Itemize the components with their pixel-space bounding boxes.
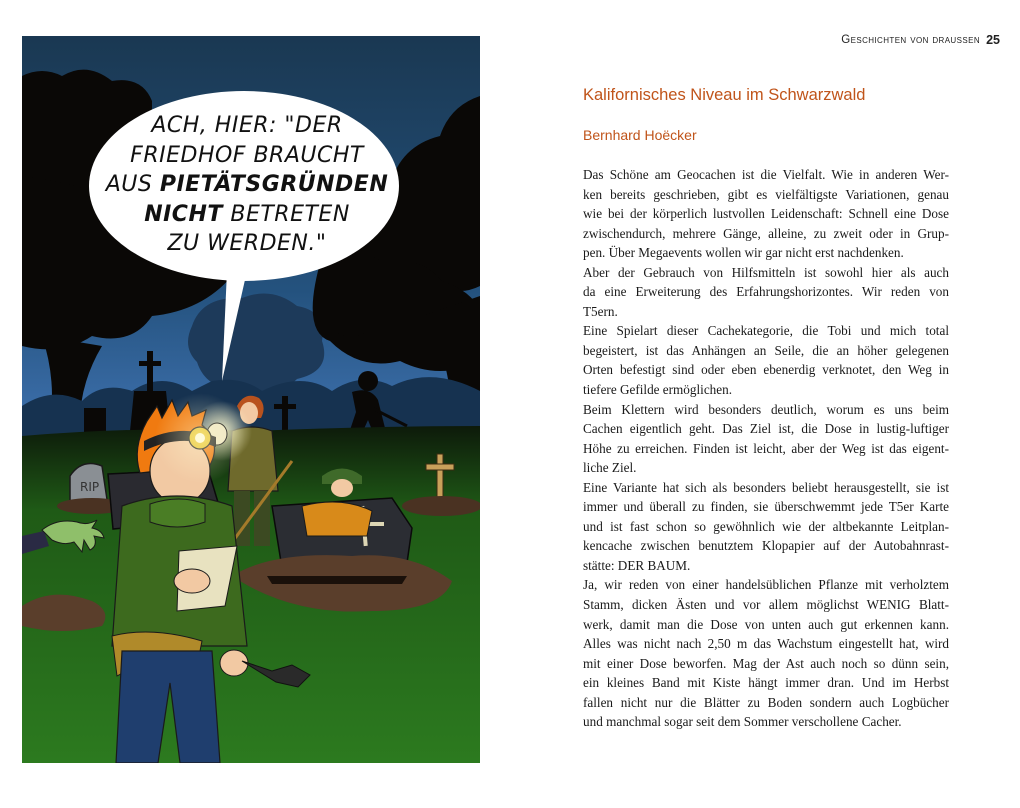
body-text-line: Das Schöne am Geocachen ist die Vielfalt. Wie in anderen Wer-	[583, 167, 949, 182]
body-text-line: ein kleines Band mit Kiste hängt immer dran. Und im Herbst	[583, 675, 949, 691]
body-text-line: Stamm, dicken Ästen und vor allem möglichst WENIG Blatt-	[583, 597, 949, 613]
body-text-line: kencache zwischen benutztem Klopapier auf der Autobahnrast-	[583, 538, 949, 554]
body-text-line: liche Ziel.	[583, 460, 637, 476]
body-text-line: zwischendurch, mehrere Gänge, alleine, zu zweit oder in Grup-	[583, 225, 949, 241]
body-text-line: fallen nicht nur die Blätter zu Boden sondern auch Logbücher	[583, 694, 949, 710]
body-text-line: Alles was nicht nach 2,50 m das Wachstum eingestellt hat, wird	[583, 636, 949, 652]
running-head: Geschichten von draussen	[841, 34, 980, 46]
body-text-line: und manchmal sogar seit dem Sommer verschollene Cacher.	[583, 714, 902, 730]
body-text-line: mit einer Dose beworfen. Mag der Ast auch noch so dünn sein,	[583, 655, 949, 671]
body-text-line: Beim Klettern wird besonders deutlich, worum es uns beim	[583, 401, 949, 417]
body-text-line: da eine Erweiterung des Erfahrungshorizontes. Wir reden von	[583, 284, 949, 300]
body-text-line: immer und überall zu finden, sie überschwemmt jede T5er Karte	[583, 499, 949, 515]
body-text-line: werk, damit man die Dose von unten auch gut erkennen kann.	[583, 616, 949, 632]
page-number: 25	[986, 33, 1000, 47]
speech-bubble-text	[102, 111, 392, 259]
body-text-line: Eine Variante hat sich als besonders beliebt herausgestellt, sie ist	[583, 479, 949, 495]
body-text-line: Ja, wir reden von einer handelsüblichen Pflanze mit verholztem	[583, 577, 949, 593]
cartoon-illustration	[22, 36, 480, 763]
body-text-line: Orten befestigt sind oder eben ebenerdig verknotet, den Weg in	[583, 362, 949, 378]
body-text-line: wie bei der körperlich lustvollen Leidenschaft: Schnell eine Dose	[583, 206, 949, 222]
speech-line: ZU WERDEN."	[167, 231, 327, 256]
speech-line: ACH, HIER: "DER	[151, 113, 343, 138]
body-text-line: tiefere Gefilde ermöglichen.	[583, 382, 733, 398]
body-text-line: und ist fast schon so gewöhnlich wie der altbekannte Leitplan-	[583, 518, 949, 534]
body-text-line: stätte: DER BAUM.	[583, 557, 691, 573]
article-title: Kalifornisches Niveau im Schwarzwald	[583, 86, 866, 104]
body-text-line: Eine Spielart dieser Cachekategorie, die Tobi und mich total	[583, 323, 949, 339]
body-text-line: Höhe zu erreichen. Finden ist leicht, aber der Weg ist das eigent-	[583, 440, 949, 456]
speech-line: NICHT BETRETEN	[144, 201, 350, 227]
body-text-line: ken bereits geschrieben, gibt es vielfältigste Variationen, genau	[583, 186, 949, 202]
body-text-line: Cachen eigentlich geht. Das Ziel ist, die Dose in lustig-luftiger	[583, 421, 949, 437]
body-text-line: begeistert, ist das Anhängen an Seile, die an höher gelegenen	[583, 342, 949, 358]
svg-text:RIP: RIP	[80, 480, 100, 494]
body-text-line: T5ern.	[583, 303, 618, 319]
article-author: Bernhard Hoëcker	[583, 127, 697, 143]
speech-line: AUS PIETÄTSGRÜNDEN	[105, 172, 389, 197]
speech-line: FRIEDHOF BRAUCHT	[130, 142, 364, 168]
article-body	[583, 165, 949, 732]
body-text-line: Aber der Gebrauch von Hilfsmitteln ist sowohl hier als auch	[583, 264, 949, 280]
body-text-line: pen. Über Megaevents wollen wir gar nicht erst nachdenken.	[583, 245, 904, 261]
